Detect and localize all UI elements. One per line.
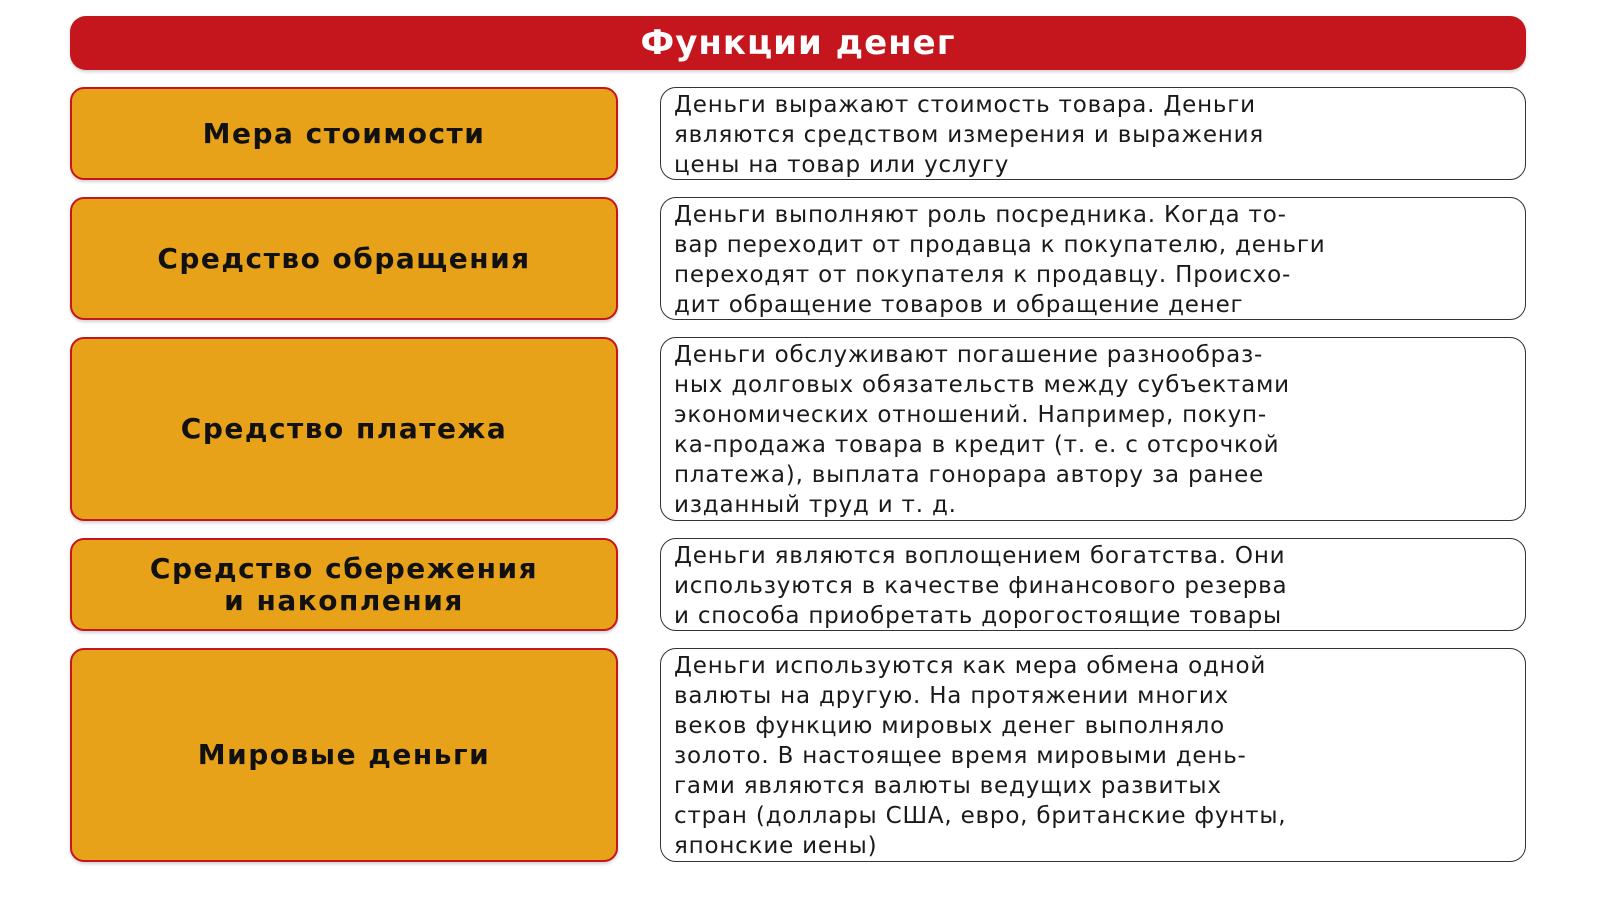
function-description-box: [660, 648, 1526, 862]
function-description-box: [660, 538, 1526, 631]
function-description-box: [660, 197, 1526, 320]
function-label: Средство платежа: [180, 412, 508, 445]
function-label: Средство сбережения и накопления: [149, 551, 539, 617]
function-description: Деньги являются воплощением богатства. Они используются в качестве финансового резерва и способа приобретать дорогостоящие товары: [674, 543, 1288, 629]
function-description: Деньги выражают стоимость товара. Деньги являются средством измерения и выражения цены на товар или услугу: [674, 92, 1265, 178]
function-label: Мировые деньги: [197, 738, 491, 771]
function-description: Деньги выполняют роль посредника. Когда то- вар переходит от продавца к покупателю, деньги переходят от покупателя к продавцу. Происхо- дит обращение товаров и обращение денег: [674, 202, 1326, 318]
function-description: Деньги используются как мера обмена одной валюты на другую. На протяжении многих веков функцию мировых денег выполняло золото. В настоящее время мировыми день- гами являются валюты ведущих развитых стран (доллары США, евро, британские фунты, японские иены): [674, 653, 1287, 859]
function-label-box: [70, 538, 618, 631]
function-label-box: [70, 648, 618, 862]
function-description-box: [660, 337, 1526, 521]
function-label: Мера стоимости: [202, 116, 486, 150]
function-label: Средство обращения: [157, 241, 531, 275]
title-banner: [70, 16, 1526, 70]
function-description: Деньги обслуживают погашение разнообраз- ных долговых обязательств между субъектами экономических отношений. Например, покуп- ка-продажа товара в кредит (т. е. с отсрочкой платежа), выплата гонорара автору за ранее изданный труд и т. д.: [674, 342, 1290, 518]
page-title: Функции денег: [640, 23, 956, 63]
function-label-box: [70, 87, 618, 180]
function-description-box: [660, 87, 1526, 180]
function-label-box: [70, 197, 618, 320]
function-label-box: [70, 337, 618, 521]
